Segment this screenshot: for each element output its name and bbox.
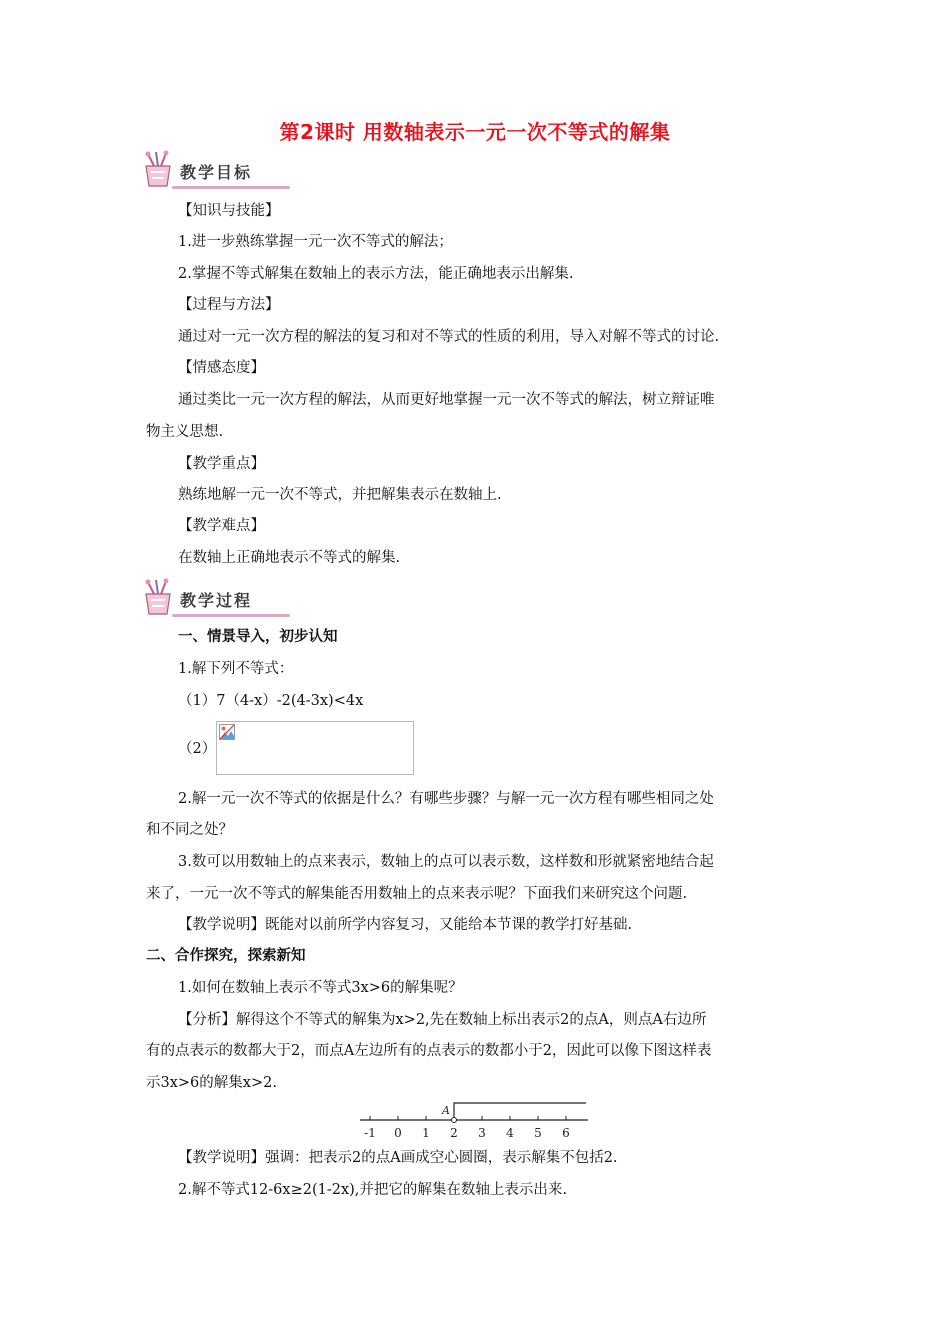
- analysis-line-1: 【分析】解得这个不等式的解集为x>2,先在数轴上标出表示2的点A，则点A右边所: [178, 1012, 707, 1028]
- example-1: 1.如何在数轴上表示不等式3x>6的解集呢？: [178, 980, 463, 996]
- number-line-tick-label: -1: [364, 1126, 376, 1140]
- key-point-text: 熟练地解一元一次不等式，并把解集表示在数轴上.: [178, 487, 502, 503]
- broken-image-icon: [219, 724, 235, 740]
- number-line-tick-label: 2: [450, 1126, 458, 1140]
- missing-formula-image: [216, 721, 414, 775]
- number-line-tick-label: 4: [506, 1126, 514, 1140]
- solution-set-ray: [454, 1103, 586, 1118]
- question-2-line-1: 2.解一元一次不等式的依据是什么？有哪些步骤？与解一元一次方程有哪些相同之处: [178, 791, 714, 807]
- banner-underline: [172, 186, 290, 189]
- key-point-heading: 【教学重点】: [178, 456, 265, 472]
- analysis-line-3: 示3x>6的解集x>2.: [146, 1075, 277, 1091]
- number-line-tick-label: 5: [534, 1126, 542, 1140]
- question-3-line-1: 3.数可以用数轴上的点来表示，数轴上的点可以表示数，这样数和形就紧密地结合起: [178, 854, 714, 870]
- banner-underline: [172, 614, 290, 617]
- question-3-line-2: 来了，一元一次不等式的解集能否用数轴上的点来表示呢？下面我们来研究这个问题.: [146, 886, 688, 902]
- page-title: 第2课时 用数轴表示一元一次不等式的解集: [279, 120, 671, 144]
- number-line-tick-label: 0: [394, 1126, 402, 1140]
- process-method-heading: 【过程与方法】: [178, 297, 280, 313]
- question-1-part-a: （1）7（4-x）-2(4-3x)<4x: [178, 693, 364, 709]
- difficult-point-heading: 【教学难点】: [178, 518, 265, 534]
- emotion-text-line-1: 通过类比一元一次方程的解法，从而更好地掌握一元一次不等式的解法，树立辩证唯: [178, 392, 715, 408]
- analysis-line-2: 有的点表示的数都大于2，而点A左边所有的点表示的数都小于2，因此可以像下图这样表: [146, 1043, 712, 1059]
- difficult-point-text: 在数轴上正确地表示不等式的解集.: [178, 550, 401, 566]
- number-line-tick-label: 6: [562, 1126, 570, 1140]
- emotion-text-line-2: 物主义思想.: [146, 424, 224, 440]
- number-line-figure: [356, 1096, 596, 1142]
- pencil-cup-icon: [142, 150, 178, 190]
- emotion-heading: 【情感态度】: [178, 360, 265, 376]
- section-1-heading: 一、情景导入，初步认知: [178, 629, 338, 645]
- pencil-cup-icon: [142, 578, 178, 618]
- section-banner-goals: [142, 150, 292, 194]
- number-line-tick-label: 3: [478, 1126, 486, 1140]
- section-2-heading: 二、合作探究，探索新知: [146, 948, 306, 964]
- knowledge-item-1: 1.进一步熟练掌握一元一次不等式的解法；: [178, 234, 453, 250]
- knowledge-heading: 【知识与技能】: [178, 203, 280, 219]
- banner-label: 教学过程: [180, 591, 253, 610]
- question-1-part-b: （2）: [178, 741, 217, 757]
- point-a-label: A: [442, 1104, 450, 1117]
- open-circle-point-a: [452, 1118, 457, 1123]
- section-banner-process: [142, 578, 292, 622]
- example-2: 2.解不等式12-6x≥2(1-2x),并把它的解集在数轴上表示出来.: [178, 1182, 568, 1198]
- number-line-tick-label: 1: [422, 1126, 430, 1140]
- knowledge-item-2: 2.掌握不等式解集在数轴上的表示方法，能正确地表示出解集.: [178, 266, 574, 282]
- question-1: 1.解下列不等式：: [178, 661, 294, 677]
- teaching-note-1: 【教学说明】既能对以前所学内容复习，又能给本节课的教学打好基础.: [178, 917, 633, 933]
- teaching-note-2: 【教学说明】强调：把表示2的点A画成空心圆圈，表示解集不包括2.: [178, 1150, 618, 1166]
- banner-label: 教学目标: [180, 163, 253, 182]
- process-method-text: 通过对一元一次方程的解法的复习和对不等式的性质的利用，导入对解不等式的讨论.: [178, 329, 720, 345]
- question-2-line-2: 和不同之处？: [146, 822, 233, 838]
